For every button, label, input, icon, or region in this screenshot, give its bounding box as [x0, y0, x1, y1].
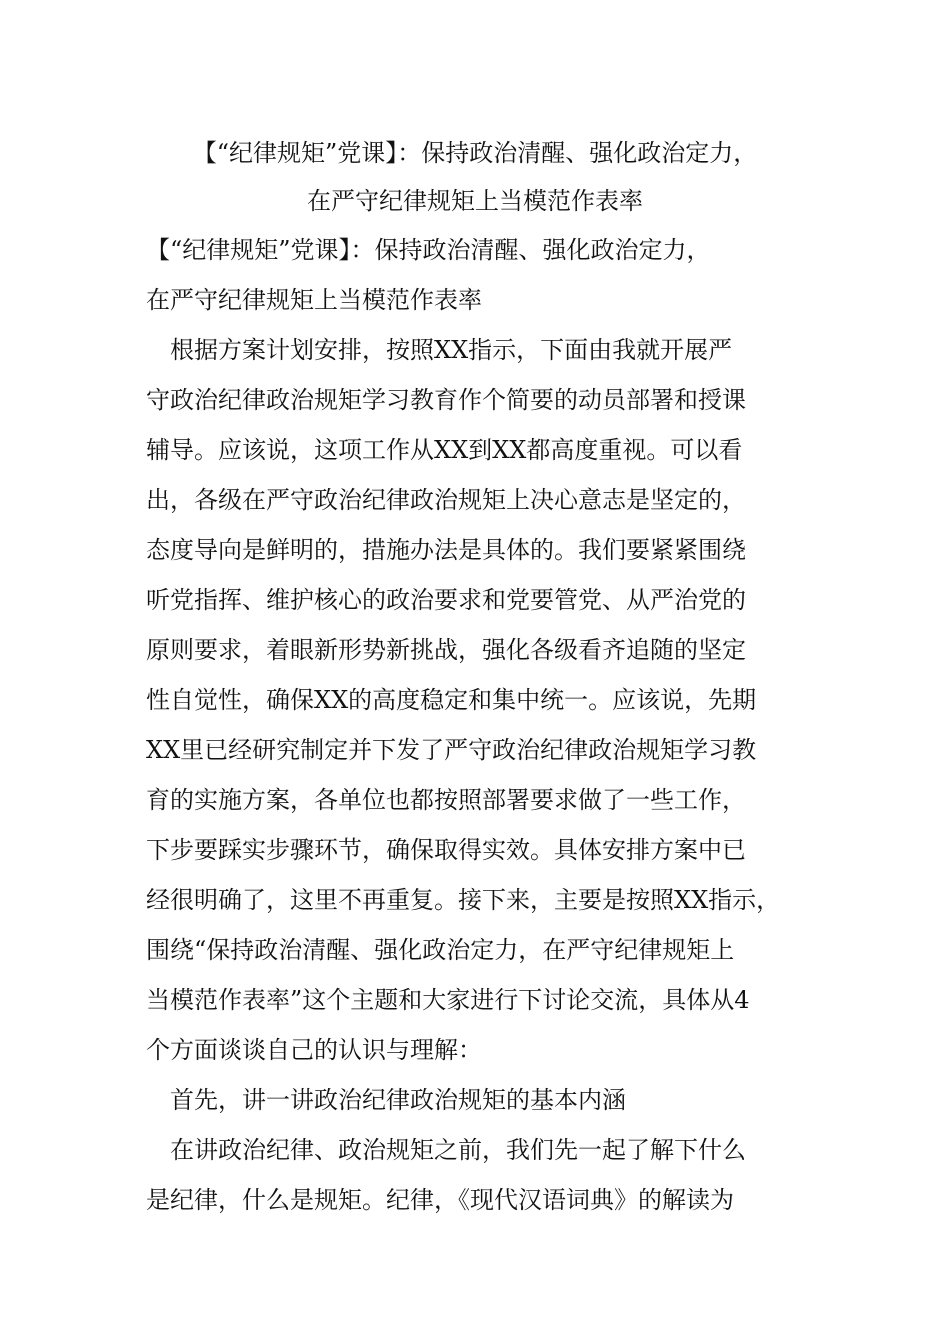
body-line: 在严守纪律规矩上当模范作表率 [146, 286, 482, 314]
body-line: 围绕“保持政治清醒、强化政治定力，在严守纪律规矩上 [146, 936, 735, 964]
body-line: 当模范作表率”这个主题和大家进行下讨论交流，具体从4 [146, 986, 750, 1014]
body-line: 【“纪律规矩”党课】：保持政治清醒、强化政治定力， [146, 236, 711, 264]
document-title-line-2: 在严守纪律规矩上当模范作表率 [307, 187, 643, 215]
body-line: 辅导。应该说，这项工作从XX到XX都高度重视。可以看 [146, 436, 743, 464]
body-line: 性自觉性，确保XX的高度稳定和集中统一。应该说，先期 [146, 686, 757, 714]
body-line: 根据方案计划安排，按照XX指示，下面由我就开展严 [146, 336, 733, 364]
body-line: 下步要踩实步骤环节，确保取得实效。具体安排方案中已 [146, 836, 746, 864]
body-line: 守政治纪律政治规矩学习教育作个简要的动员部署和授课 [146, 386, 746, 414]
document-title-line-1: 【“纪律规矩”党课】：保持政治清醒、强化政治定力， [192, 139, 758, 167]
body-line: 听党指挥、维护核心的政治要求和党要管党、从严治党的 [146, 586, 746, 614]
body-line: 育的实施方案，各单位也都按照部署要求做了一些工作， [146, 786, 746, 814]
body-line: 态度导向是鲜明的，措施办法是具体的。我们要紧紧围绕 [146, 536, 746, 564]
body-line: 首先，讲一讲政治纪律政治规矩的基本内涵 [146, 1086, 626, 1114]
body-line: 原则要求，着眼新形势新挑战，强化各级看齐追随的坚定 [146, 636, 746, 664]
body-line: 出，各级在严守政治纪律政治规矩上决心意志是坚定的， [146, 486, 746, 514]
body-line: 是纪律，什么是规矩。纪律，《现代汉语词典》的解读为 [146, 1186, 734, 1214]
body-line: 经很明确了，这里不再重复。接下来，主要是按照XX指示， [146, 886, 781, 914]
body-line: 在讲政治纪律、政治规矩之前，我们先一起了解下什么 [146, 1136, 746, 1164]
body-line: XX里已经研究制定并下发了严守政治纪律政治规矩学习教 [146, 736, 757, 764]
body-line: 个方面谈谈自己的认识与理解： [146, 1036, 482, 1064]
